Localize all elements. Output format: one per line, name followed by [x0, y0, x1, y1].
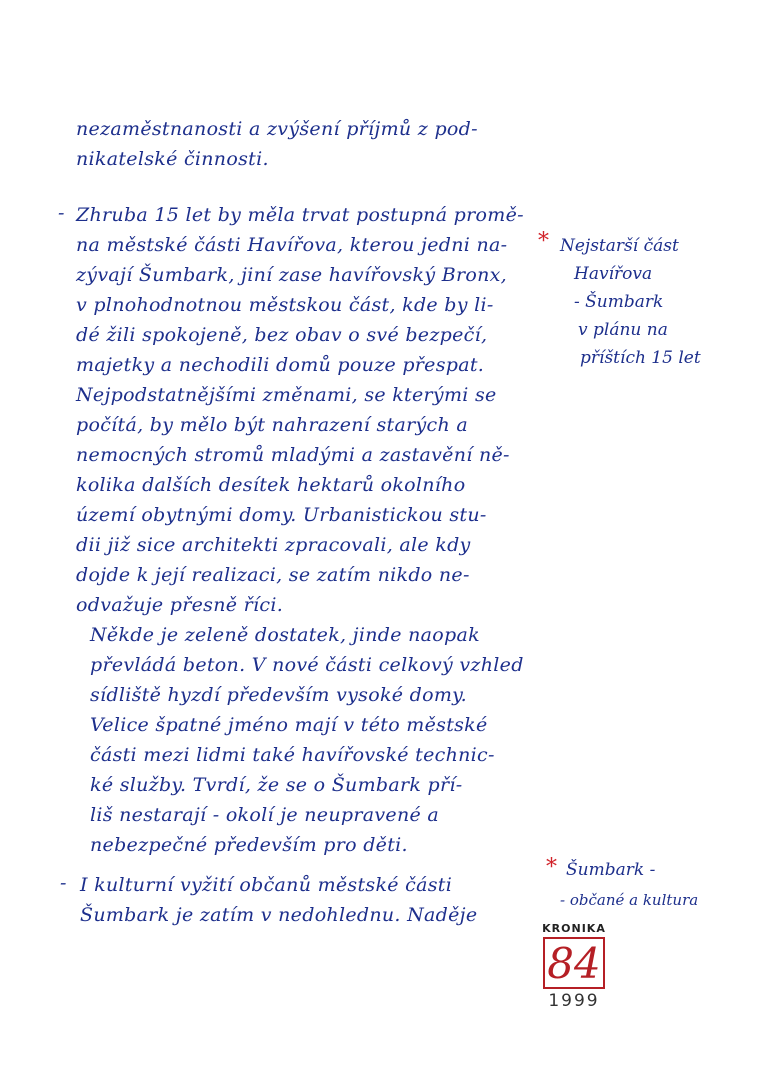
list-dash: - — [60, 872, 67, 894]
text-line: části mezi lidmi také havířovské technic- — [90, 744, 495, 766]
text-line: kolika dalších desítek hektarů okolního — [76, 474, 466, 496]
text-line: Velice špatné jméno mají v této městské — [90, 714, 488, 736]
text-line: počítá, by mělo být nahrazení starých a — [76, 414, 468, 436]
stamp-year: 1999 — [548, 991, 600, 1011]
page-number: 84 — [547, 938, 601, 988]
chronicle-stamp — [536, 922, 612, 1011]
text-line: nikatelské činnosti. — [76, 148, 269, 170]
margin-note-line: příštích 15 let — [580, 348, 701, 368]
text-line: nezaměstnanosti a zvýšení příjmů z pod- — [76, 118, 478, 140]
text-line: na městské části Havířova, kterou jedni na- — [76, 234, 508, 256]
margin-note-line: v plánu na — [578, 320, 668, 340]
stamp-box — [543, 937, 605, 989]
margin-note-1 — [538, 229, 549, 254]
text-line: dojde k její realizaci, se zatím nikdo ne- — [76, 564, 470, 586]
text-line: I kulturní vyžití občanů městské části — [80, 874, 453, 896]
margin-note-line: - Šumbark — [574, 292, 664, 312]
text-line: Zhruba 15 let by měla trvat postupná promě- — [76, 204, 524, 226]
list-dash: - — [58, 202, 65, 224]
text-line: Nejpodstatnějšími změnami, se kterými se — [76, 384, 497, 406]
text-line: nemocných stromů mladými a zastavění ně- — [76, 444, 510, 466]
margin-note-2 — [546, 855, 557, 880]
text-line: odvažuje přesně říci. — [76, 594, 284, 616]
margin-note-line: Šumbark - — [566, 860, 656, 880]
text-line: ké služby. Tvrdí, že se o Šumbark pří- — [90, 774, 463, 796]
text-line: území obytnými domy. Urbanistickou stu- — [76, 504, 487, 526]
margin-note-line: Havířova — [574, 264, 653, 284]
text-line: Šumbark je zatím v nedohlednu. Naděje — [80, 904, 478, 926]
text-line: zývají Šumbark, jiní zase havířovský Bronx, — [76, 264, 507, 286]
text-line: dé žili spokojeně, bez obav o své bezpečí, — [76, 324, 488, 346]
margin-note-line: Nejstarší část — [560, 236, 679, 256]
text-line: majetky a nechodili domů pouze přespat. — [76, 354, 485, 376]
text-line: Někde je zeleně dostatek, jinde naopak — [90, 624, 480, 646]
text-line: převládá beton. V nové části celkový vzhled — [90, 654, 524, 676]
text-line: liš nestarají - okolí je neupravené a — [90, 804, 439, 826]
text-line: sídliště hyzdí především vysoké domy. — [90, 684, 468, 706]
red-asterisk-icon: * — [538, 229, 549, 254]
text-line: v plnohodnotnou městskou část, kde by li- — [76, 294, 494, 316]
text-line: dii již sice architekti zpracovali, ale kdy — [76, 534, 471, 556]
red-asterisk-icon: * — [546, 855, 557, 880]
margin-note-line: - občané a kultura — [560, 891, 699, 909]
text-line: nebezpečné především pro děti. — [90, 834, 408, 856]
stamp-label: KRONIKA — [542, 922, 606, 935]
